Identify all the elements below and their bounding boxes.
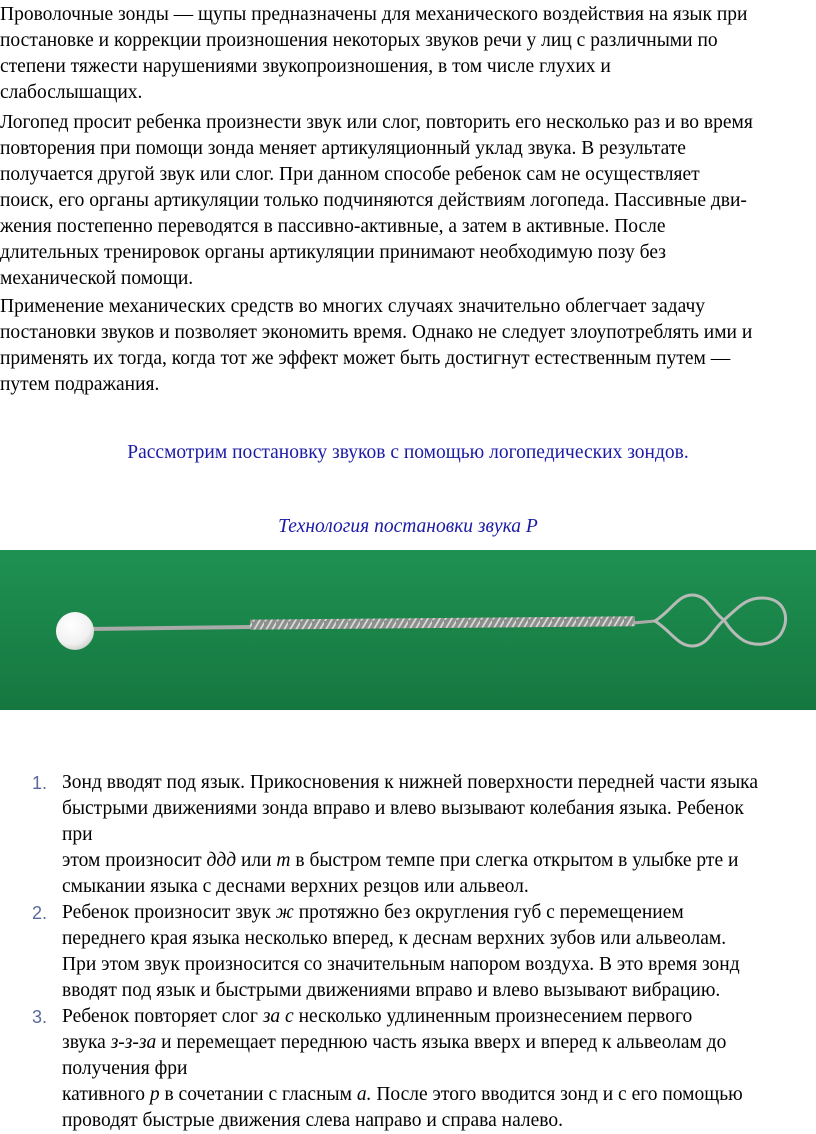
section-heading: Рассмотрим постановку звуков с помощью логопедических зондов. — [127, 442, 689, 463]
text-line: применять их тогда, когда тот же эффект может быть достигнут естественным путем — — [0, 348, 731, 369]
text-run: в быстром темпе при слегка открытом в улыбке рте и — [290, 850, 739, 871]
text-run: несколько удлиненным произнесением первого — [293, 1006, 693, 1027]
method-paragraph — [0, 110, 816, 292]
text-run: или — [236, 850, 277, 871]
text-line: При этом звук произносится со значительным напором воздуха. В это время зонд — [62, 954, 740, 975]
text-line: слабослышащих. — [0, 82, 143, 103]
text-line — [62, 1082, 816, 1108]
list-number: 3. — [32, 1007, 48, 1027]
list-number: 1. — [32, 773, 48, 793]
text-line: переднего края языка несколько вперед, к деснам верхних зубов или альвеолам. — [62, 928, 727, 949]
list-item — [0, 770, 816, 900]
text-line: путем подражания. — [0, 374, 160, 395]
instructions-list — [0, 770, 816, 1134]
sound-term: ж — [275, 902, 294, 923]
sound-term: р — [149, 1084, 160, 1105]
text-line: постановке и коррекции произношения некоторых звуков речи у лиц с различными по — [0, 30, 718, 51]
list-item — [0, 1004, 816, 1134]
text-line: жения постепенно переводятся в пассивно-активные, а затем в активные. После — [0, 216, 666, 237]
text-line — [62, 1004, 816, 1030]
text-run: этом произносит — [62, 850, 207, 871]
intro-paragraph — [0, 2, 816, 106]
text-run: протяжно без округления губ с перемещением — [293, 902, 684, 923]
text-run: После этого вводится зонд и с его помощью — [371, 1084, 743, 1105]
text-line: смыкании языка с деснами верхних резцов или альвеол. — [62, 876, 529, 897]
sound-term: а. — [356, 1084, 372, 1105]
sound-term: ддд — [206, 850, 237, 871]
text-line: механической помощи. — [0, 268, 194, 289]
text-line: при — [62, 824, 93, 845]
text-line — [62, 900, 816, 926]
text-line: Зонд вводят под язык. Прикосновения к нижней поверхности передней части языка — [62, 772, 759, 793]
text-line: повторения при помощи зонда меняет артикуляционный уклад звука. В результате — [0, 138, 686, 159]
text-run: и перемещает переднюю часть языка вверх и вперед к альвеолам до — [156, 1032, 727, 1053]
text-line: длительных тренировок органы артикуляции принимают необходимую позу без — [0, 242, 666, 263]
text-line: поиск, его органы артикуляции только подчиняются действиям логопеда. Пассивные дви- — [0, 190, 747, 211]
text-line: проводят быстрые движения слева направо и справа налево. — [62, 1110, 563, 1131]
usage-paragraph — [0, 294, 816, 398]
sound-term: за с — [262, 1006, 294, 1027]
text-run: Ребенок повторяет слог — [62, 1006, 263, 1027]
text-line: получается другой звук или слог. При данном способе ребенок сам не осуществляет — [0, 164, 700, 185]
text-run: в сочетании с гласным — [159, 1084, 357, 1105]
text-line: постановки звуков и позволяет экономить время. Однако не следует злоупотреблять ими и — [0, 322, 753, 343]
section-subheading: Технология постановки звука Р — [278, 516, 538, 537]
text-line — [62, 848, 816, 874]
text-run: Ребенок произносит звук — [62, 902, 276, 923]
text-line: быстрыми движениями зонда вправо и влево вызывают колебания языка. Ребенок — [62, 798, 744, 819]
text-line: Логопед просит ребенка произнести звук или слог, повторить его несколько раз и во время — [0, 112, 753, 133]
sound-term: з-з-за — [110, 1032, 157, 1053]
list-number: 2. — [32, 903, 48, 923]
text-line: вводят под язык и быстрыми движениями вправо и влево вызывают вибрацию. — [62, 980, 721, 1001]
text-line: Проволочные зонды — щупы предназначены для механического воздействия на язык при — [0, 4, 748, 25]
text-run: кативного — [62, 1084, 150, 1105]
probe-photo — [0, 550, 816, 710]
text-line: Применение механических средств во многих случаях значительно облегчает задачу — [0, 296, 706, 317]
sound-term: т — [276, 850, 291, 871]
text-line: получения фри — [62, 1058, 188, 1079]
text-line: степени тяжести нарушениями звукопроизношения, в том числе глухих и — [0, 56, 611, 77]
list-item — [0, 900, 816, 1004]
text-run: звука — [62, 1032, 111, 1053]
text-line — [62, 1030, 816, 1056]
